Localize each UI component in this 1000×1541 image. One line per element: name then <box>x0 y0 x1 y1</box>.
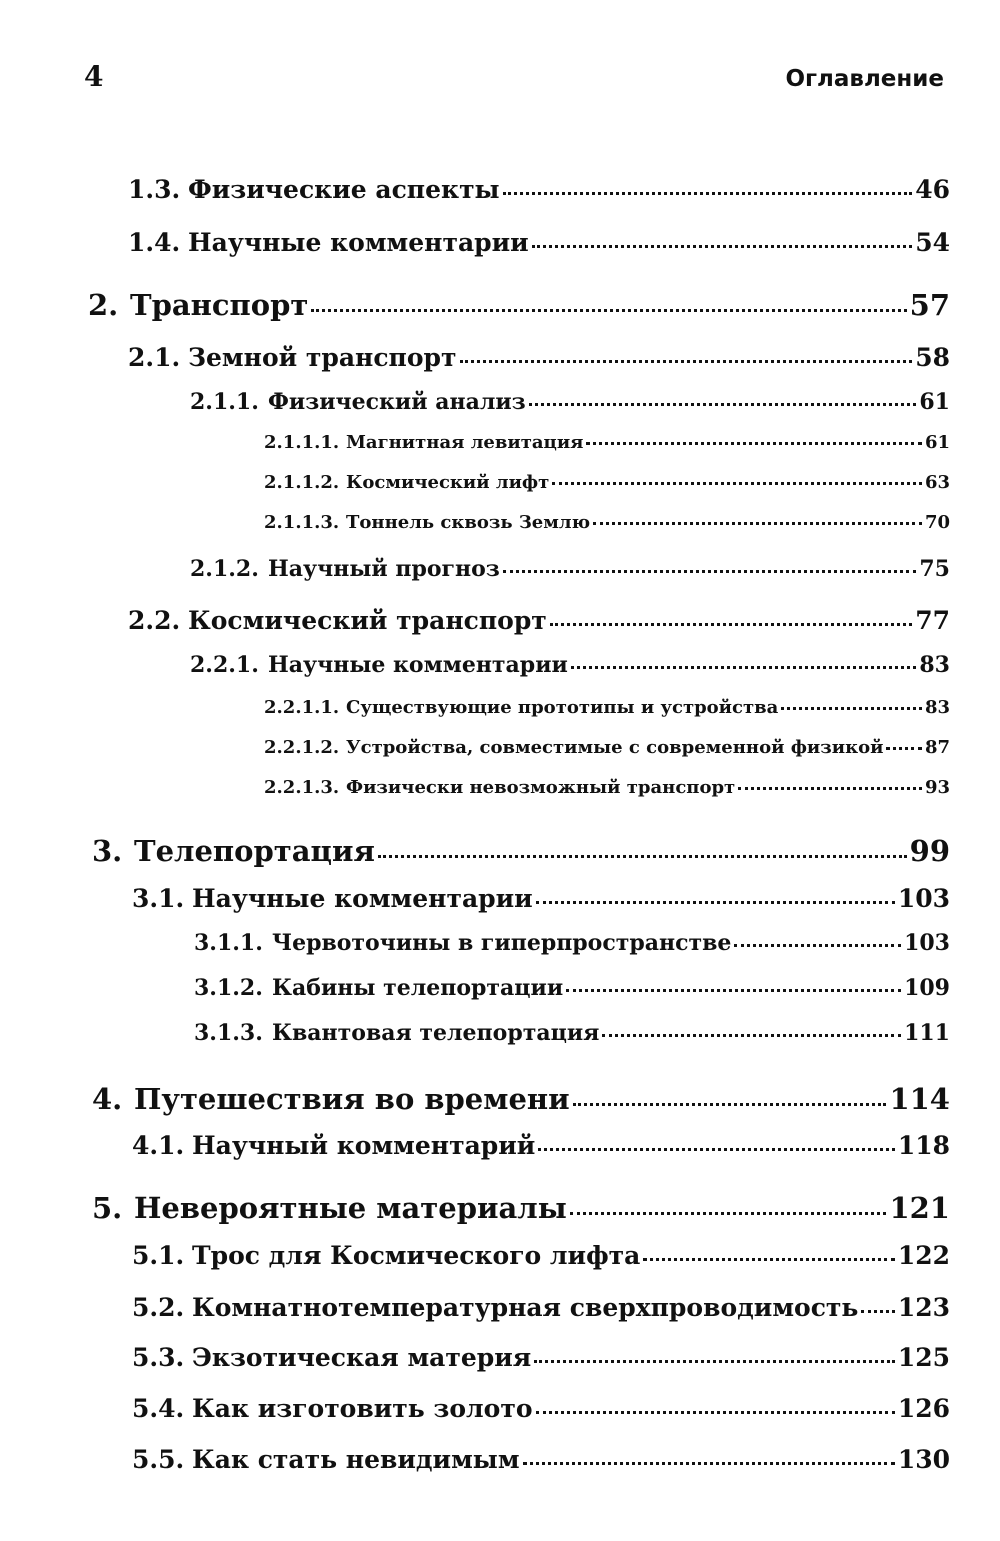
toc-entry-number: 3.1.1. <box>194 930 263 956</box>
toc-entry-title: Как изготовить золото <box>192 1394 533 1423</box>
toc-entry-title: Научные комментарии <box>268 652 568 678</box>
toc-entry-title: Телепортация <box>134 834 375 868</box>
toc-entry <box>264 472 950 493</box>
toc-entry-title: Транспорт <box>130 288 309 322</box>
toc-dot-leader <box>534 1360 895 1363</box>
toc-entry <box>92 1191 950 1225</box>
toc-dot-leader <box>532 245 912 248</box>
toc-entry-number: 5.1. <box>132 1241 185 1270</box>
toc-entry-title: Космический лифт <box>346 472 550 493</box>
toc-entry-title: Научные комментарии <box>192 884 533 913</box>
toc-dot-leader <box>529 403 917 406</box>
toc-dot-leader <box>311 309 906 312</box>
toc-entry-page: 70 <box>924 512 950 533</box>
toc-entry-page: 125 <box>897 1343 950 1372</box>
toc-dot-leader <box>593 522 922 525</box>
toc-entry <box>132 1241 950 1270</box>
toc-entry-title: Физический анализ <box>268 389 526 415</box>
toc-entry-title: Экзотическая материя <box>192 1343 532 1372</box>
toc-dot-leader <box>550 623 912 626</box>
toc-entry-title: Научный прогноз <box>268 556 500 582</box>
toc-entry-page: 46 <box>915 175 950 204</box>
toc-dot-leader <box>552 482 922 485</box>
toc-entry-title: Квантовая телепортация <box>272 1020 600 1046</box>
toc-entry-title: Невероятные материалы <box>134 1191 567 1225</box>
toc-entry-title: Научный комментарий <box>192 1131 536 1160</box>
toc-entry-number: 3.1.3. <box>194 1020 263 1046</box>
toc-dot-leader <box>378 855 907 858</box>
toc-dot-leader <box>602 1034 901 1037</box>
toc-entry-page: 114 <box>889 1082 950 1116</box>
toc-dot-leader <box>734 944 901 947</box>
toc-entry <box>128 343 950 372</box>
toc-dot-leader <box>523 1462 895 1465</box>
toc-entry-title: Существующие прототипы и устройства <box>346 697 779 718</box>
running-title: Оглавление <box>785 66 944 92</box>
toc-entry-page: 123 <box>897 1293 950 1322</box>
toc-entry-number: 1.3. <box>128 175 181 204</box>
toc-dot-leader <box>571 666 917 669</box>
toc-entry-title: Космический транспорт <box>188 606 547 635</box>
toc-entry <box>132 884 950 913</box>
toc-entry <box>190 556 950 582</box>
toc-entry-number: 2. <box>88 288 119 322</box>
toc-entry-page: 77 <box>915 606 950 635</box>
toc-dot-leader <box>643 1258 895 1261</box>
toc-dot-leader <box>536 1411 895 1414</box>
toc-entry-page: 121 <box>889 1191 950 1225</box>
toc-entry <box>88 288 950 322</box>
toc-entry-page: 118 <box>897 1131 950 1160</box>
toc-entry-title: Червоточины в гиперпространстве <box>272 930 732 956</box>
toc-entry-number: 5.5. <box>132 1445 185 1474</box>
toc-dot-leader <box>503 192 913 195</box>
toc-entry-page: 54 <box>915 228 950 257</box>
toc-dot-leader <box>570 1212 887 1215</box>
toc-entry-page: 61 <box>919 389 950 415</box>
toc-entry-number: 2.1.1.3. <box>264 512 340 533</box>
toc-entry <box>132 1445 950 1474</box>
toc-entry-title: Тоннель сквозь Землю <box>346 512 591 533</box>
toc-entry-number: 2.2.1.1. <box>264 697 340 718</box>
toc-entry-number: 1.4. <box>128 228 181 257</box>
toc-entry-page: 99 <box>909 834 950 868</box>
toc-entry-title: Путешествия во времени <box>134 1082 570 1116</box>
toc-entry-number: 2.1.1.2. <box>264 472 340 493</box>
page-number: 4 <box>84 60 104 93</box>
toc-entry-number: 4.1. <box>132 1131 185 1160</box>
toc-entry <box>128 606 950 635</box>
toc-entry <box>92 834 950 868</box>
toc-entry <box>92 1082 950 1116</box>
toc-dot-leader <box>536 901 895 904</box>
toc-entry <box>128 175 950 204</box>
toc-entry <box>128 228 950 257</box>
toc-entry <box>190 389 950 415</box>
toc-dot-leader <box>460 360 913 363</box>
toc-entry-page: 58 <box>915 343 950 372</box>
toc-entry <box>132 1293 950 1322</box>
toc-entry <box>264 512 950 533</box>
toc-entry <box>194 1020 950 1046</box>
toc-entry-number: 2.2.1. <box>190 652 259 678</box>
toc-entry-title: Физически невозможный транспорт <box>346 777 736 798</box>
toc-dot-leader <box>566 989 901 992</box>
toc-entry-number: 3.1.2. <box>194 975 263 1001</box>
toc-entry-number: 2.1.2. <box>190 556 259 582</box>
toc-entry <box>264 432 950 453</box>
toc-entry <box>132 1343 950 1372</box>
toc-entry-page: 93 <box>924 777 950 798</box>
toc-entry-title: Трос для Космического лифта <box>192 1241 641 1270</box>
toc-entry-number: 2.1.1. <box>190 389 259 415</box>
toc-entry-number: 2.2.1.2. <box>264 737 340 758</box>
toc-entry-number: 5.4. <box>132 1394 185 1423</box>
toc-entry-number: 5. <box>92 1191 123 1225</box>
toc-entry-page: 61 <box>924 432 950 453</box>
toc-entry-page: 57 <box>909 288 950 322</box>
toc-entry-page: 130 <box>897 1445 950 1474</box>
toc-entry <box>264 697 950 718</box>
toc-entry-number: 3.1. <box>132 884 185 913</box>
toc-entry-number: 4. <box>92 1082 123 1116</box>
toc-entry-number: 5.2. <box>132 1293 185 1322</box>
toc-entry-page: 122 <box>897 1241 950 1270</box>
toc-entry-title: Устройства, совместимые с современной физикой <box>346 737 884 758</box>
toc-dot-leader <box>861 1310 894 1313</box>
toc-entry <box>264 737 950 758</box>
toc-entry-title: Как стать невидимым <box>192 1445 520 1474</box>
toc-entry <box>132 1394 950 1423</box>
toc-dot-leader <box>781 707 922 710</box>
toc-entry-title: Физические аспекты <box>188 175 500 204</box>
toc-dot-leader <box>586 442 921 445</box>
toc-entry-page: 83 <box>924 697 950 718</box>
toc-entry-title: Магнитная левитация <box>346 432 584 453</box>
toc-entry-title: Кабины телепортации <box>272 975 564 1001</box>
toc-dot-leader <box>538 1148 894 1151</box>
page-header <box>84 60 944 93</box>
toc-entry-title: Земной транспорт <box>188 343 457 372</box>
toc-entry-number: 5.3. <box>132 1343 185 1372</box>
toc-entry <box>194 930 950 956</box>
toc-entry <box>194 975 950 1001</box>
toc-dot-leader <box>573 1103 887 1106</box>
toc-dot-leader <box>503 570 917 573</box>
toc-entry-page: 63 <box>924 472 950 493</box>
toc-entry-number: 2.1. <box>128 343 181 372</box>
toc-entry <box>132 1131 950 1160</box>
toc-entry <box>264 777 950 798</box>
toc-entry <box>190 652 950 678</box>
toc-entry-number: 2.2.1.3. <box>264 777 340 798</box>
toc-dot-leader <box>886 747 921 750</box>
toc-entry-page: 126 <box>897 1394 950 1423</box>
toc-entry-page: 103 <box>904 930 950 956</box>
toc-entry-page: 83 <box>919 652 950 678</box>
toc-entry-title: Научные комментарии <box>188 228 529 257</box>
toc-entry-title: Комнатнотемпературная сверхпроводимость <box>192 1293 859 1322</box>
toc-entry-page: 103 <box>897 884 950 913</box>
toc-dot-leader <box>738 787 922 790</box>
toc-entry-number: 2.2. <box>128 606 181 635</box>
toc-entry-number: 3. <box>92 834 123 868</box>
toc-entry-page: 109 <box>904 975 950 1001</box>
toc-entry-page: 111 <box>904 1020 950 1046</box>
toc-entry-page: 87 <box>924 737 950 758</box>
toc-entry-page: 75 <box>919 556 950 582</box>
toc-entry-number: 2.1.1.1. <box>264 432 340 453</box>
